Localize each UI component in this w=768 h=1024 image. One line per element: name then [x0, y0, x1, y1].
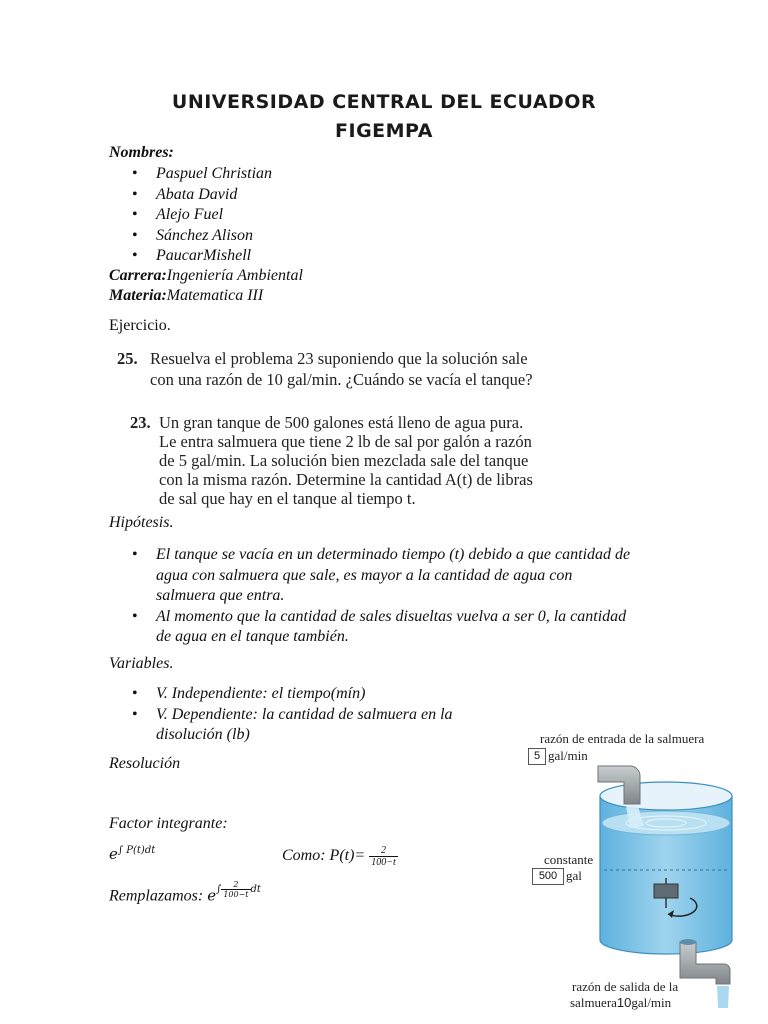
- replace-label: Remplazamos:: [109, 887, 204, 905]
- mixer-blade: [654, 884, 678, 898]
- outflow-label: razón de salida de la: [572, 979, 679, 994]
- replace-base: e: [207, 886, 217, 905]
- exercise-label: Ejercicio.: [109, 317, 171, 334]
- problem-line: con la misma razón. Determine la cantidad A(t) de libras: [159, 470, 533, 489]
- list-item: • Paspuel Christian: [156, 164, 272, 185]
- list-line: V. Dependiente: la cantidad de salmuera en la: [156, 705, 453, 723]
- problem-line: con una razón de 10 gal/min. ¿Cuándo se vacía el tanque?: [150, 370, 533, 389]
- list-line: de agua en el tanque también.: [156, 628, 349, 645]
- fraction-denominator: 100−t: [223, 890, 249, 899]
- outflow-stream: [717, 986, 729, 1008]
- problem-line: de sal que hay en el tanque al tiempo t.: [159, 489, 416, 508]
- water-surface: [602, 811, 730, 835]
- variables-list: [156, 684, 506, 746]
- outflow-word: salmuera: [570, 995, 617, 1010]
- list-line: Al momento que la cantidad de sales disueltas vuelva a ser 0, la cantidad: [156, 607, 627, 625]
- subject-value: Matematica III: [166, 287, 264, 304]
- p-of-t-definition: [282, 845, 398, 868]
- subject-line: [109, 287, 263, 305]
- list-line: agua con salmuera que sale, es mayor a la cantidad de agua con: [156, 566, 573, 584]
- problem-line: Un gran tanque de 500 galones está lleno de agua pura.: [159, 413, 524, 432]
- problem-line: Le entra salmuera que tiene 2 lb de sal por galón a razón: [159, 432, 532, 451]
- names-label: Nombres:: [109, 144, 174, 161]
- exp-exponent: ∫ P(t)dt: [117, 845, 156, 856]
- volume-value: 500: [532, 868, 564, 885]
- career-line: [109, 267, 303, 285]
- constant-label: constante: [544, 852, 594, 867]
- volume-unit: gal: [566, 868, 582, 883]
- problem-number: 23.: [130, 413, 151, 432]
- list-item: • V. Independiente: el tiempo(mín): [156, 684, 506, 705]
- fraction: [369, 845, 398, 868]
- inflow-unit: gal/min: [548, 748, 588, 763]
- list-item: [156, 705, 506, 746]
- names-list: [156, 164, 272, 267]
- career-value: Ingeniería Ambiental: [166, 267, 303, 284]
- fraction-numerator: 2: [221, 880, 250, 890]
- hypothesis-label: Hipótesis.: [109, 514, 174, 531]
- list-line: disolución (lb): [156, 726, 250, 743]
- tank-figure: [520, 728, 750, 1018]
- hypothesis-list: [156, 545, 666, 648]
- problem-line: de 5 gal/min. La solución bien mezclada sale del tanque: [159, 451, 529, 470]
- faculty-title: FIGEMPA: [335, 120, 433, 142]
- fraction-numerator: 2: [369, 845, 398, 857]
- list-line: El tanque se vacía en un determinado tiempo (t) debido a que cantidad de: [156, 546, 631, 563]
- list-item: • Alejo Fuel: [156, 205, 272, 226]
- university-title: UNIVERSIDAD CENTRAL DEL ECUADOR: [171, 91, 597, 113]
- integrating-factor-label: Factor integrante:: [109, 815, 228, 832]
- problem-line: Resuelva el problema 23 suponiendo que la solución sale: [150, 349, 528, 368]
- list-item: [156, 545, 666, 607]
- inflow-value: 5: [528, 748, 546, 765]
- list-item: • Sánchez Alison: [156, 226, 272, 247]
- list-line: salmuera que entra.: [156, 587, 285, 604]
- subject-label: Materia:: [109, 287, 167, 304]
- outflow-value: 10: [616, 995, 632, 1010]
- replace-exponent: ∫ 2 100−t dt: [216, 880, 261, 899]
- list-item: • PaucarMishell: [156, 246, 272, 267]
- exp-base: e: [109, 845, 118, 863]
- outflow-unit: gal/min: [631, 995, 672, 1010]
- resolution-label: Resolución: [109, 755, 181, 772]
- integrating-factor-formula: [109, 845, 155, 863]
- problem-number: 25.: [117, 349, 138, 368]
- como-label: Como: P(t)=: [282, 847, 366, 865]
- variables-label: Variables.: [109, 655, 174, 672]
- tank-rim: [600, 782, 732, 810]
- outflow-label-2: [570, 995, 671, 1011]
- replace-line: [109, 882, 261, 905]
- career-label: Carrera:: [109, 267, 167, 284]
- list-item: • Abata David: [156, 185, 272, 206]
- list-item: [156, 607, 666, 648]
- inflow-label: razón de entrada de la salmuera: [540, 731, 705, 746]
- fraction-denominator: 100−t: [371, 857, 396, 868]
- dt: dt: [250, 884, 261, 895]
